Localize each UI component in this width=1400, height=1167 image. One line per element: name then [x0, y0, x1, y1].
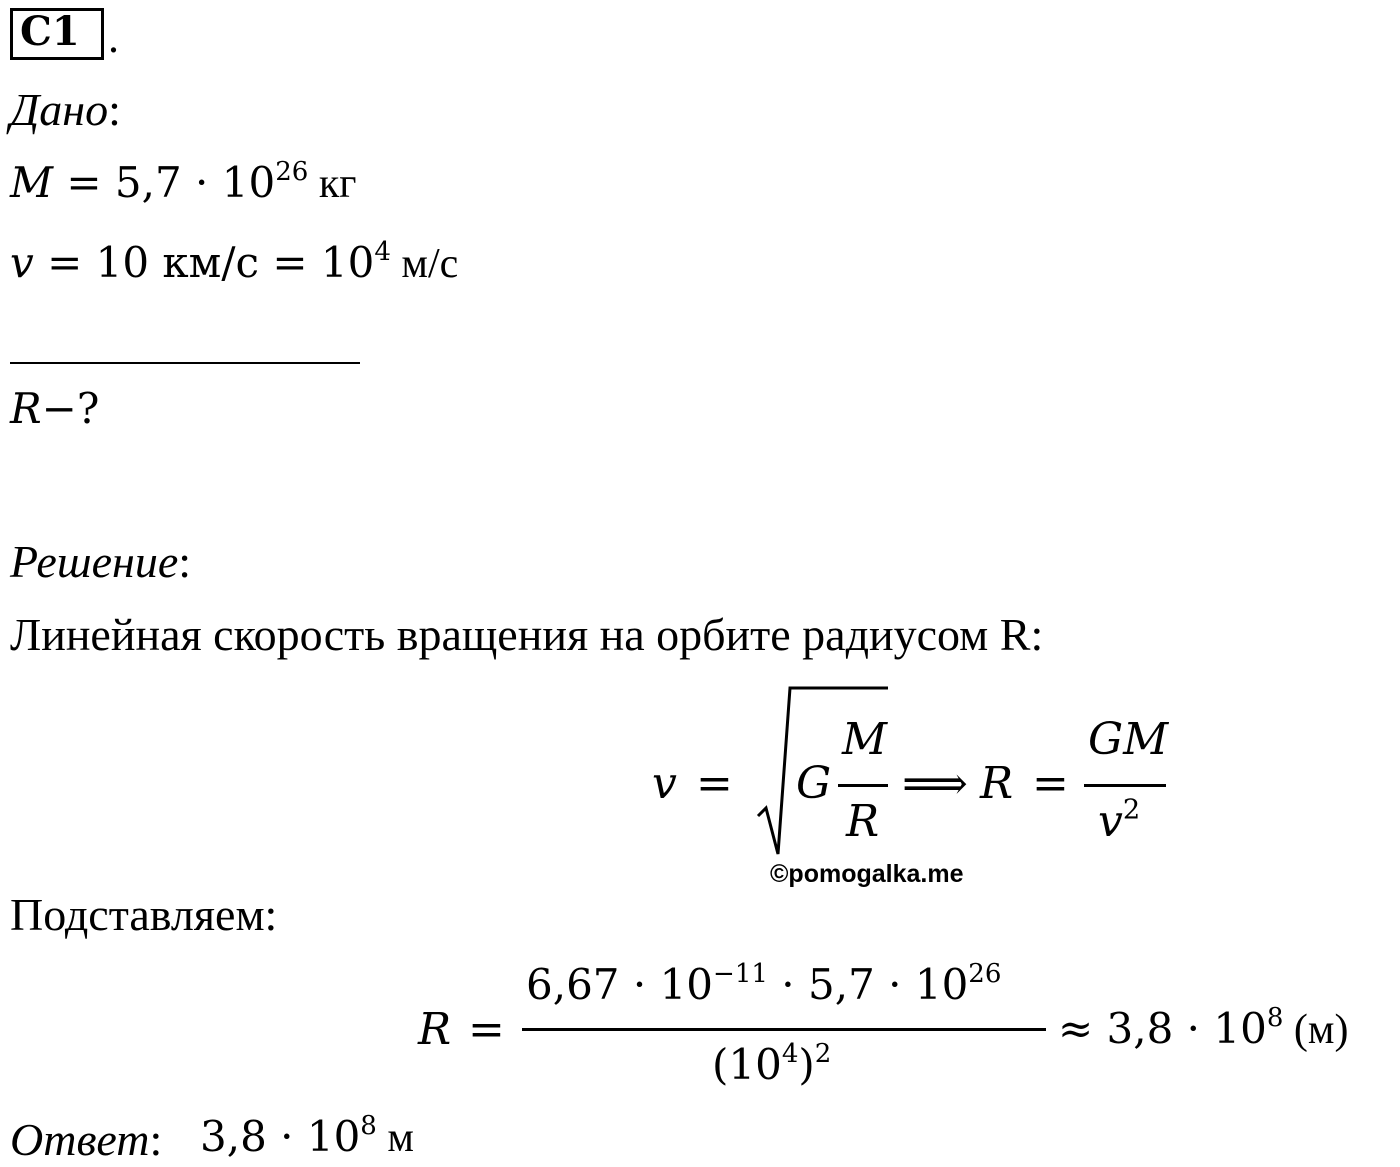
given-colon: :: [108, 84, 121, 135]
numerator-part-b: · 5,7 · 10: [767, 960, 969, 1009]
numerator-part-a: 6,67 · 10: [526, 960, 714, 1009]
solution-heading: [10, 538, 191, 585]
answer-heading: [10, 1116, 162, 1163]
given-heading: [10, 86, 121, 133]
given-velocity-value: = 10 км/с = 10: [33, 238, 375, 287]
formula1-R-result: R: [980, 758, 1014, 809]
given-mass-value: = 5,7 · 10: [53, 158, 276, 207]
answer-label: Ответ: [10, 1114, 150, 1165]
given-mass: [10, 157, 357, 207]
result-exponent: 8: [1266, 1003, 1284, 1034]
formula2-denominator: [712, 1039, 832, 1089]
denominator-exp-b: 2: [814, 1039, 832, 1070]
formula1-M: M: [842, 714, 888, 765]
solution-text-2: Подставляем:: [10, 889, 278, 940]
solution-title: Решение: [10, 536, 179, 587]
denominator-exp-a: 4: [781, 1039, 799, 1070]
answer-exponent: 8: [360, 1111, 377, 1142]
formula1-v: v: [652, 758, 677, 809]
find-symbol: R: [10, 384, 42, 433]
denominator-part-a: (10: [712, 1040, 782, 1089]
solution-text-1: Линейная скорость вращения на орбите радиусом R:: [10, 609, 1044, 660]
answer-unit: м: [376, 1115, 414, 1161]
result-unit: (м): [1283, 1007, 1349, 1053]
answer-colon: :: [149, 1114, 163, 1165]
given-velocity-exponent: 4: [374, 237, 391, 268]
formula1-v2-exponent: 2: [1122, 794, 1141, 826]
formula1-fraction-bar-2: [1084, 784, 1166, 787]
task-number-dot: .: [108, 13, 119, 62]
formula1-R: R: [846, 796, 880, 847]
formula1-equals-2: =: [1032, 758, 1069, 809]
given-velocity-symbol: v: [10, 238, 34, 287]
result-value: ≈ 3,8 · 10: [1058, 1004, 1267, 1053]
numerator-exp-b: 26: [968, 959, 1002, 990]
given-divider: [10, 362, 360, 364]
formula1-v2-base: v: [1098, 796, 1123, 847]
find-suffix: −?: [41, 384, 100, 433]
formula1-equals: =: [696, 758, 733, 809]
formula1-GM: GM: [1088, 714, 1169, 765]
formula1-v-squared: [1098, 794, 1141, 847]
implies-arrow: ⟹: [902, 756, 968, 810]
solution-colon: :: [178, 536, 192, 587]
given-mass-exponent: 26: [275, 157, 309, 188]
given-mass-unit: кг: [308, 161, 357, 207]
formula2-equals: =: [468, 1004, 505, 1055]
formula2-result: [1058, 1003, 1349, 1053]
given-title: Дано: [10, 84, 109, 135]
formula1-G: G: [796, 758, 832, 809]
formula2-fraction-bar: [522, 1028, 1046, 1031]
formula2-R: R: [418, 1004, 452, 1055]
find-line: [10, 384, 100, 433]
formula1-fraction-bar: [838, 784, 888, 787]
given-velocity-unit: м/с: [390, 241, 459, 287]
answer-value: [200, 1111, 414, 1161]
watermark: ©pomogalka.me: [770, 860, 964, 888]
denominator-part-b: ): [798, 1040, 815, 1089]
task-number: C1: [20, 8, 80, 55]
answer-number: 3,8 · 10: [200, 1112, 361, 1161]
given-velocity: [10, 237, 459, 287]
numerator-exp-a: −11: [713, 959, 768, 990]
given-mass-symbol: M: [10, 158, 54, 207]
formula2-numerator: [526, 959, 1002, 1009]
